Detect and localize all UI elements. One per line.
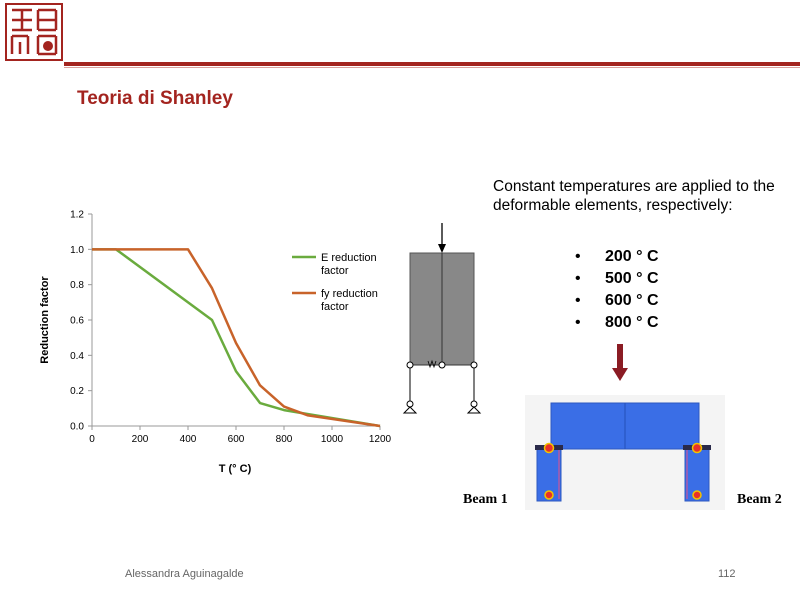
support-left-pin: [407, 401, 413, 407]
temperature-item: • 800 ° C: [575, 314, 659, 331]
y-tick-label: 1.2: [70, 209, 84, 221]
node-marker: [693, 491, 701, 499]
down-arrow-icon: [612, 344, 628, 382]
slide-title: Teoria di Shanley: [77, 88, 233, 109]
legend-label-2: fy reduction factor: [321, 288, 378, 313]
node-right: [471, 362, 477, 368]
y-tick-label: 0.4: [70, 350, 84, 362]
header-rule: [64, 62, 800, 66]
temperature-item: • 600 ° C: [575, 292, 659, 309]
node-marker: [693, 444, 702, 453]
node-marker: [545, 491, 553, 499]
support-right-pin: [471, 401, 477, 407]
node-left: [407, 362, 413, 368]
x-tick-label: 800: [275, 434, 293, 445]
node-mid: [439, 362, 445, 368]
x-axis-label: T (° C): [218, 463, 252, 475]
x-tick-label: 200: [131, 434, 149, 445]
y-tick-label: 0.8: [70, 280, 84, 292]
y-tick-label: 0.0: [70, 421, 84, 433]
column-diagram: [398, 218, 484, 418]
node-marker: [545, 444, 554, 453]
temperature-item: • 200 ° C: [575, 248, 659, 265]
x-tick-label: 0: [89, 434, 95, 445]
temperature-list: [575, 246, 659, 334]
seal-logo-icon: [4, 2, 64, 62]
description-text: Constant temperatures are applied to the deformable elements, respectively:: [493, 178, 775, 214]
load-arrow-head: [438, 244, 446, 253]
x-tick-label: 400: [179, 434, 197, 445]
beam-1-label: Beam 1: [463, 492, 508, 507]
x-tick-label: 1200: [368, 434, 392, 445]
y-tick-label: 0.6: [70, 315, 84, 327]
page-number: 112: [718, 568, 736, 580]
support-left-icon: [404, 407, 416, 413]
y-tick-label: 1.0: [70, 244, 84, 256]
x-tick-label: 600: [227, 434, 245, 445]
legend-label-1: E reduction factor: [321, 252, 377, 277]
y-tick-label: 0.2: [70, 386, 84, 398]
y-axis-label: Reduction factor: [39, 276, 51, 364]
support-right-icon: [468, 407, 480, 413]
header-rule-thin: [64, 67, 800, 68]
reduction-factor-chart: [30, 200, 400, 480]
frame-model-diagram: [525, 395, 725, 510]
temperature-item: • 500 ° C: [575, 270, 659, 287]
footer-author: Alessandra Aguinagalde: [125, 568, 244, 580]
x-tick-label: 1000: [320, 434, 344, 445]
beam-2-label: Beam 2: [737, 492, 782, 507]
